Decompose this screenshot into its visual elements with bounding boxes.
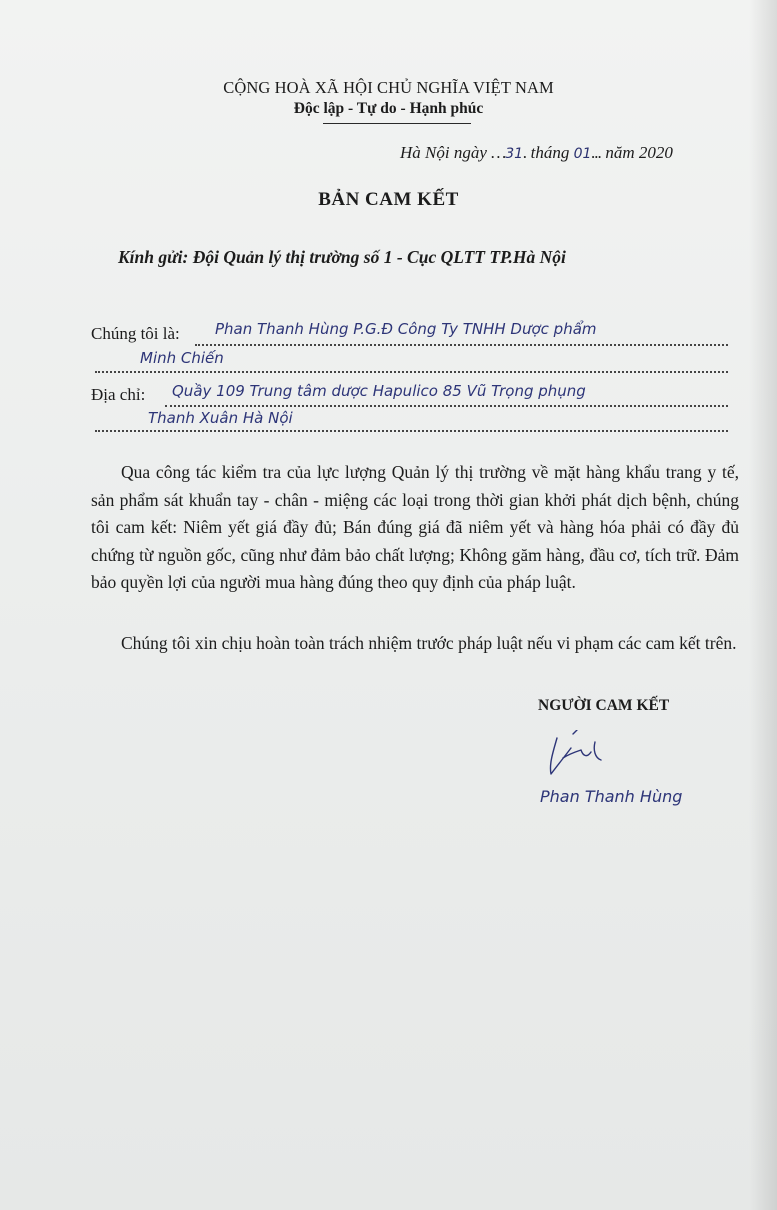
date-year: năm 2020 (605, 143, 673, 162)
address-dotted-line-2 (95, 430, 728, 432)
responsibility-paragraph: Chúng tôi xin chịu hoàn toàn trách nhiệm trước pháp luật nếu vi phạm các cam kết trên. (121, 633, 737, 653)
recipient-value: Đội Quản lý thị trường số 1 - Cục QLTT TP.Hà Nội (192, 247, 566, 267)
address-handwritten-2: Thanh Xuân Hà Nội (148, 409, 293, 427)
name-handwritten-1: Phan Thanh Hùng P.G.Đ Công Ty TNHH Dược phẩm (215, 320, 597, 338)
recipient-label: Kính gửi: (118, 247, 189, 267)
date-line: Hà Nội ngày …31. tháng 01... năm 2020 (400, 143, 673, 162)
document-title: BẢN CAM KẾT (318, 189, 459, 210)
address-label: Địa chỉ: (91, 385, 146, 404)
name-dotted-line-2 (95, 371, 728, 373)
handwritten-signature (535, 730, 735, 820)
date-month: 01 (573, 146, 592, 162)
name-handwritten-2: Minh Chiến (140, 349, 224, 367)
signer-label: NGƯỜI CAM KẾT (538, 697, 670, 714)
date-prefix: Hà Nội ngày (400, 143, 487, 162)
commitment-paragraph: Qua công tác kiểm tra của lực lượng Quản lý thị trường về mặt hàng khẩu trang y tế, sản phẩm sát khuẩn tay - chân - miệng các loại trong thời gian khởi phát dịch bệnh, chúng tôi cam kết: Niêm yết giá đầy đủ; Bán đúng giá đã niêm yết và hàng hóa phải có đầy đủ chứng từ nguồn gốc, cũng như đảm bảo chất lượng; Không găm hàng, đầu cơ, tích trữ. Đảm bảo quyền lợi của người mua hàng đúng theo quy định của pháp luật. (91, 462, 739, 593)
date-month-label: tháng (530, 143, 570, 162)
signature-drawing (535, 730, 735, 820)
name-label: Chúng tôi là: (91, 324, 180, 343)
motto-underline (323, 123, 471, 124)
page-edge-shadow (749, 0, 777, 1210)
motto: Độc lập - Tự do - Hạnh phúc (293, 100, 484, 117)
date-day: 31 (505, 146, 524, 162)
signature-name-text: Phan Thanh Hùng (540, 787, 683, 806)
address-handwritten-1: Quầy 109 Trung tâm dược Hapulico 85 Vũ Trọng phụng (172, 382, 586, 400)
national-title: CỘNG HOÀ XÃ HỘI CHỦ NGHĨA VIỆT NAM (223, 78, 554, 97)
name-dotted-line-1 (195, 344, 728, 346)
address-dotted-line-1 (165, 405, 728, 407)
recipient-line (118, 247, 566, 268)
